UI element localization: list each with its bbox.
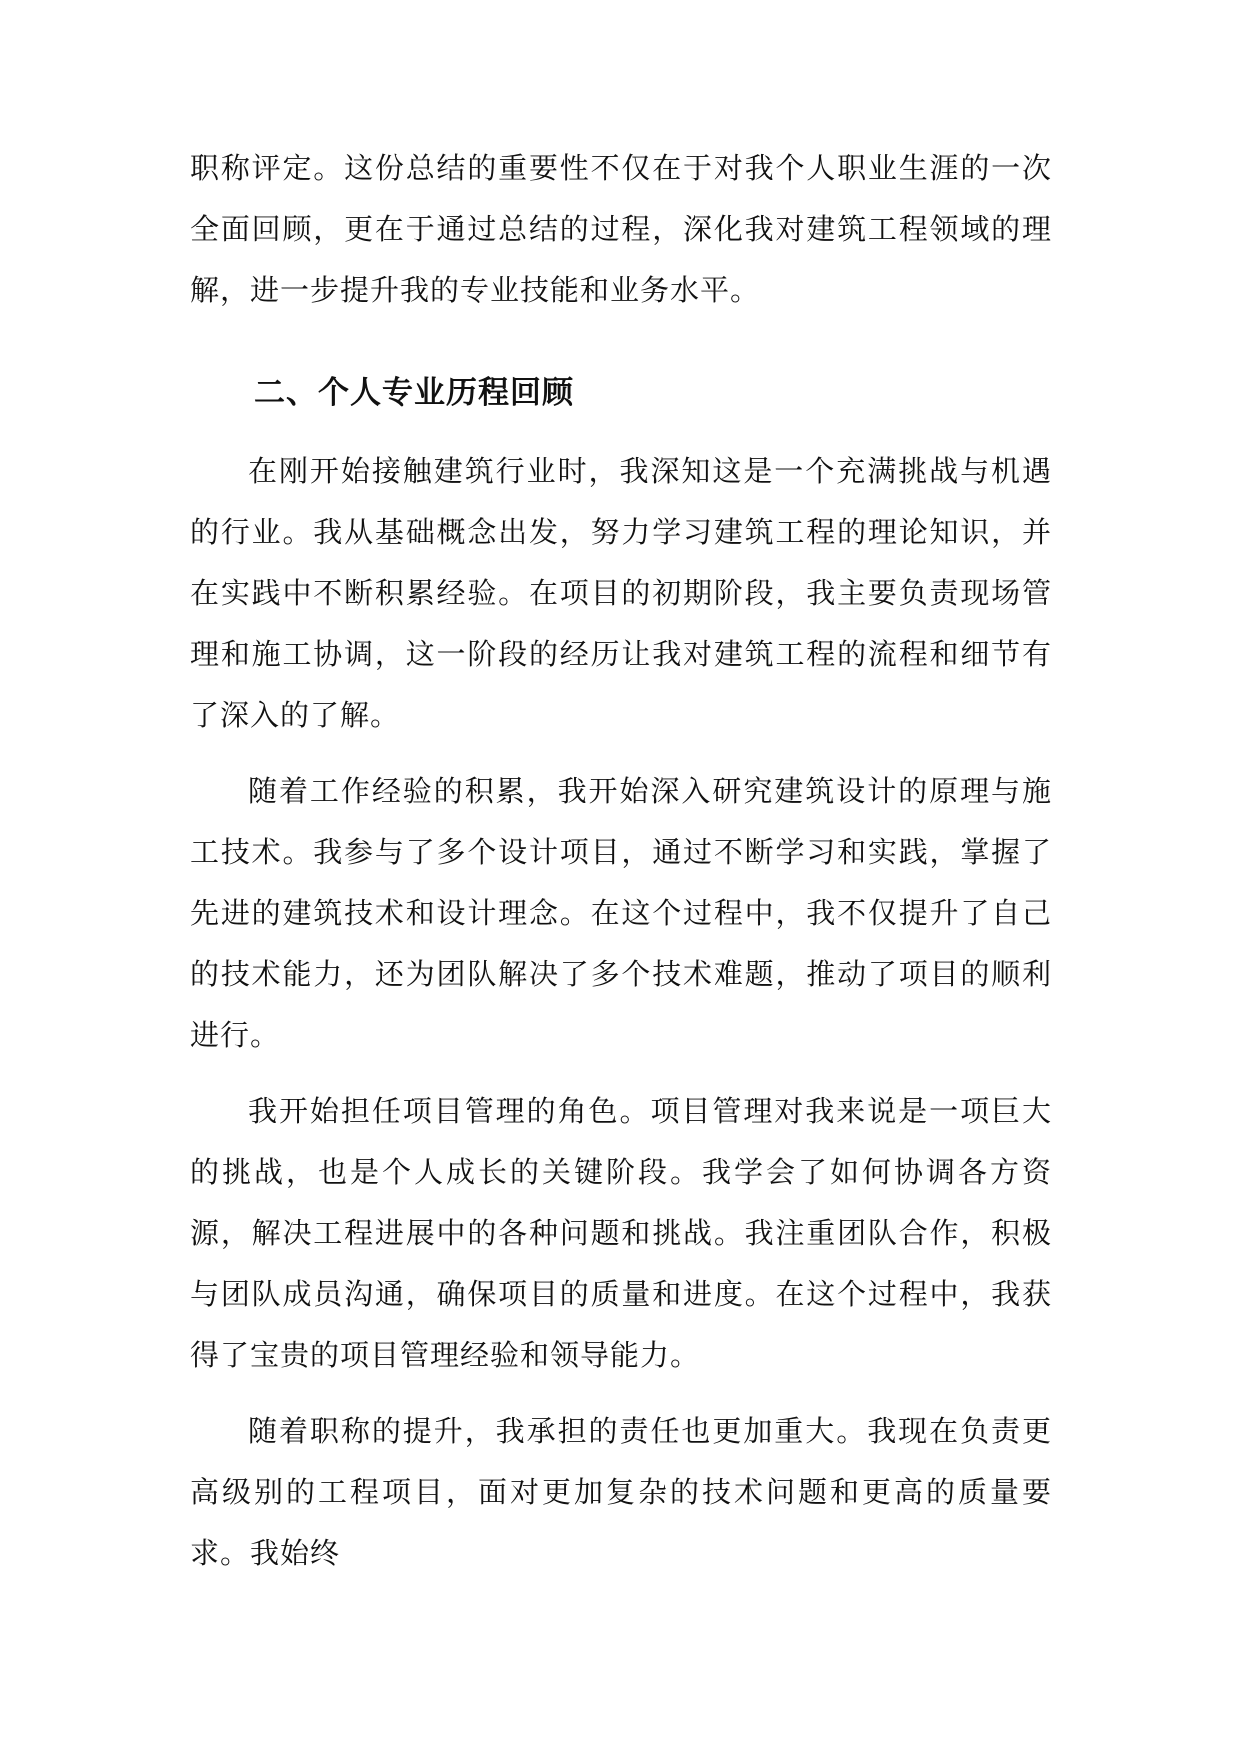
paragraph-gap	[190, 1066, 1052, 1081]
document-body	[190, 138, 1052, 1584]
paragraph-4: 随着职称的提升，我承担的责任也更加重大。我现在负责更高级别的工程项目，面对更加复杂的技术问题和更高的质量要求。我始终	[190, 1414, 1052, 1570]
paragraph-gap	[190, 746, 1052, 761]
intro-paragraph: 职称评定。这份总结的重要性不仅在于对我个人职业生涯的一次全面回顾，更在于通过总结的过程，深化我对建筑工程领域的理解，进一步提升我的专业技能和业务水平。	[190, 151, 1052, 307]
paragraph-1: 在刚开始接触建筑行业时，我深知这是一个充满挑战与机遇的行业。我从基础概念出发，努力学习建筑工程的理论知识，并在实践中不断积累经验。在项目的初期阶段，我主要负责现场管理和施工协调，这一阶段的经历让我对建筑工程的流程和细节有了深入的了解。	[190, 454, 1052, 732]
paragraph-2: 随着工作经验的积累，我开始深入研究建筑设计的原理与施工技术。我参与了多个设计项目，通过不断学习和实践，掌握了先进的建筑技术和设计理念。在这个过程中，我不仅提升了自己的技术能力，还为团队解决了多个技术难题，推动了项目的顺利进行。	[190, 774, 1052, 1052]
paragraph-gap	[190, 1386, 1052, 1401]
paragraph-3: 我开始担任项目管理的角色。项目管理对我来说是一项巨大的挑战，也是个人成长的关键阶段。我学会了如何协调各方资源，解决工程进展中的各种问题和挑战。我注重团队合作，积极与团队成员沟通，确保项目的质量和进度。在这个过程中，我获得了宝贵的项目管理经验和领导能力。	[190, 1094, 1052, 1372]
section-heading: 二、个人专业历程回顾	[254, 375, 574, 411]
